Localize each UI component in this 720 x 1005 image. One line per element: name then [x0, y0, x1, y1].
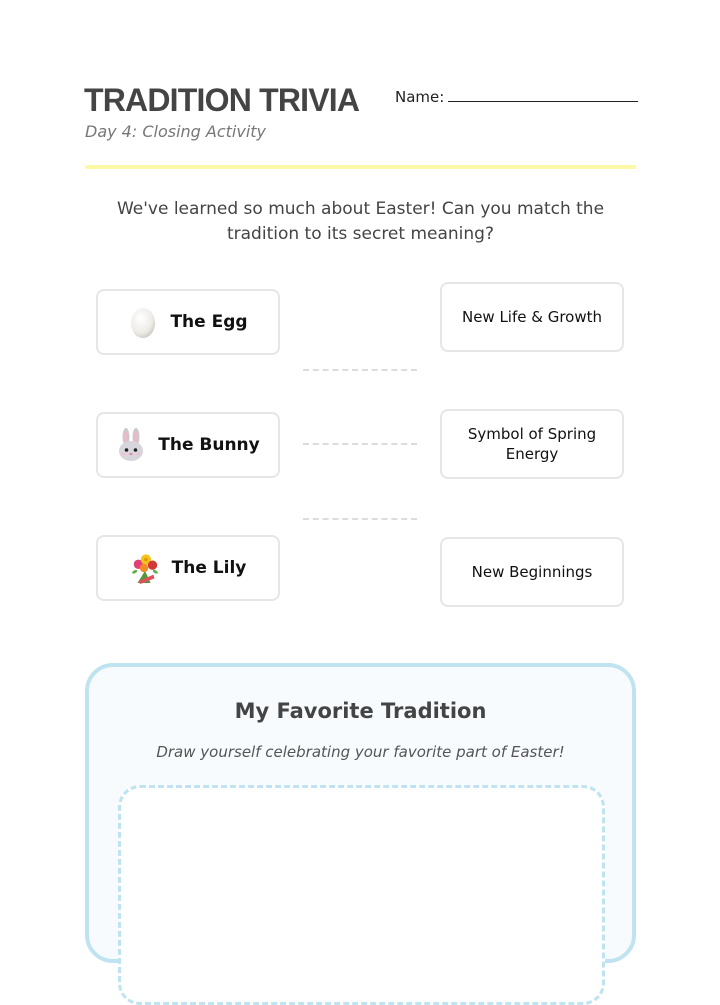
bunny-icon	[116, 428, 146, 462]
flower-bouquet-icon	[130, 551, 160, 585]
meaning-card-spring-energy[interactable]	[440, 409, 624, 479]
section-prompt: Draw yourself celebrating your favorite part of Easter!	[156, 743, 565, 761]
drawing-area[interactable]	[118, 785, 605, 1005]
meaning-label: Symbol of Spring Energy	[467, 425, 597, 463]
section-title: My Favorite Tradition	[234, 699, 487, 723]
tradition-card-lily[interactable]	[96, 535, 280, 601]
name-field[interactable]	[395, 88, 638, 106]
page-subtitle: Day 4: Closing Activity	[85, 122, 267, 141]
header-divider	[85, 165, 636, 169]
page-title: TRADITION TRIVIA	[84, 82, 360, 118]
meaning-card-new-beginnings[interactable]	[440, 537, 624, 607]
tradition-card-bunny[interactable]	[96, 412, 280, 478]
tradition-label: The Bunny	[158, 435, 260, 455]
name-underline[interactable]	[448, 89, 638, 102]
meaning-label: New Life & Growth	[461, 308, 603, 326]
name-label: Name:	[395, 88, 445, 106]
match-guide-line	[303, 518, 417, 520]
tradition-card-egg[interactable]	[96, 289, 280, 355]
match-guide-line	[303, 369, 417, 371]
egg-icon	[128, 305, 158, 339]
tradition-label: The Lily	[171, 558, 247, 578]
tradition-label: The Egg	[170, 312, 248, 332]
favorite-tradition-section	[85, 663, 636, 963]
meaning-card-new-life[interactable]	[440, 282, 624, 352]
meaning-label: New Beginnings	[471, 563, 593, 581]
intro-text: We've learned so much about Easter! Can you match the tradition to its secret meaning?	[116, 199, 605, 244]
match-guide-line	[303, 443, 417, 445]
